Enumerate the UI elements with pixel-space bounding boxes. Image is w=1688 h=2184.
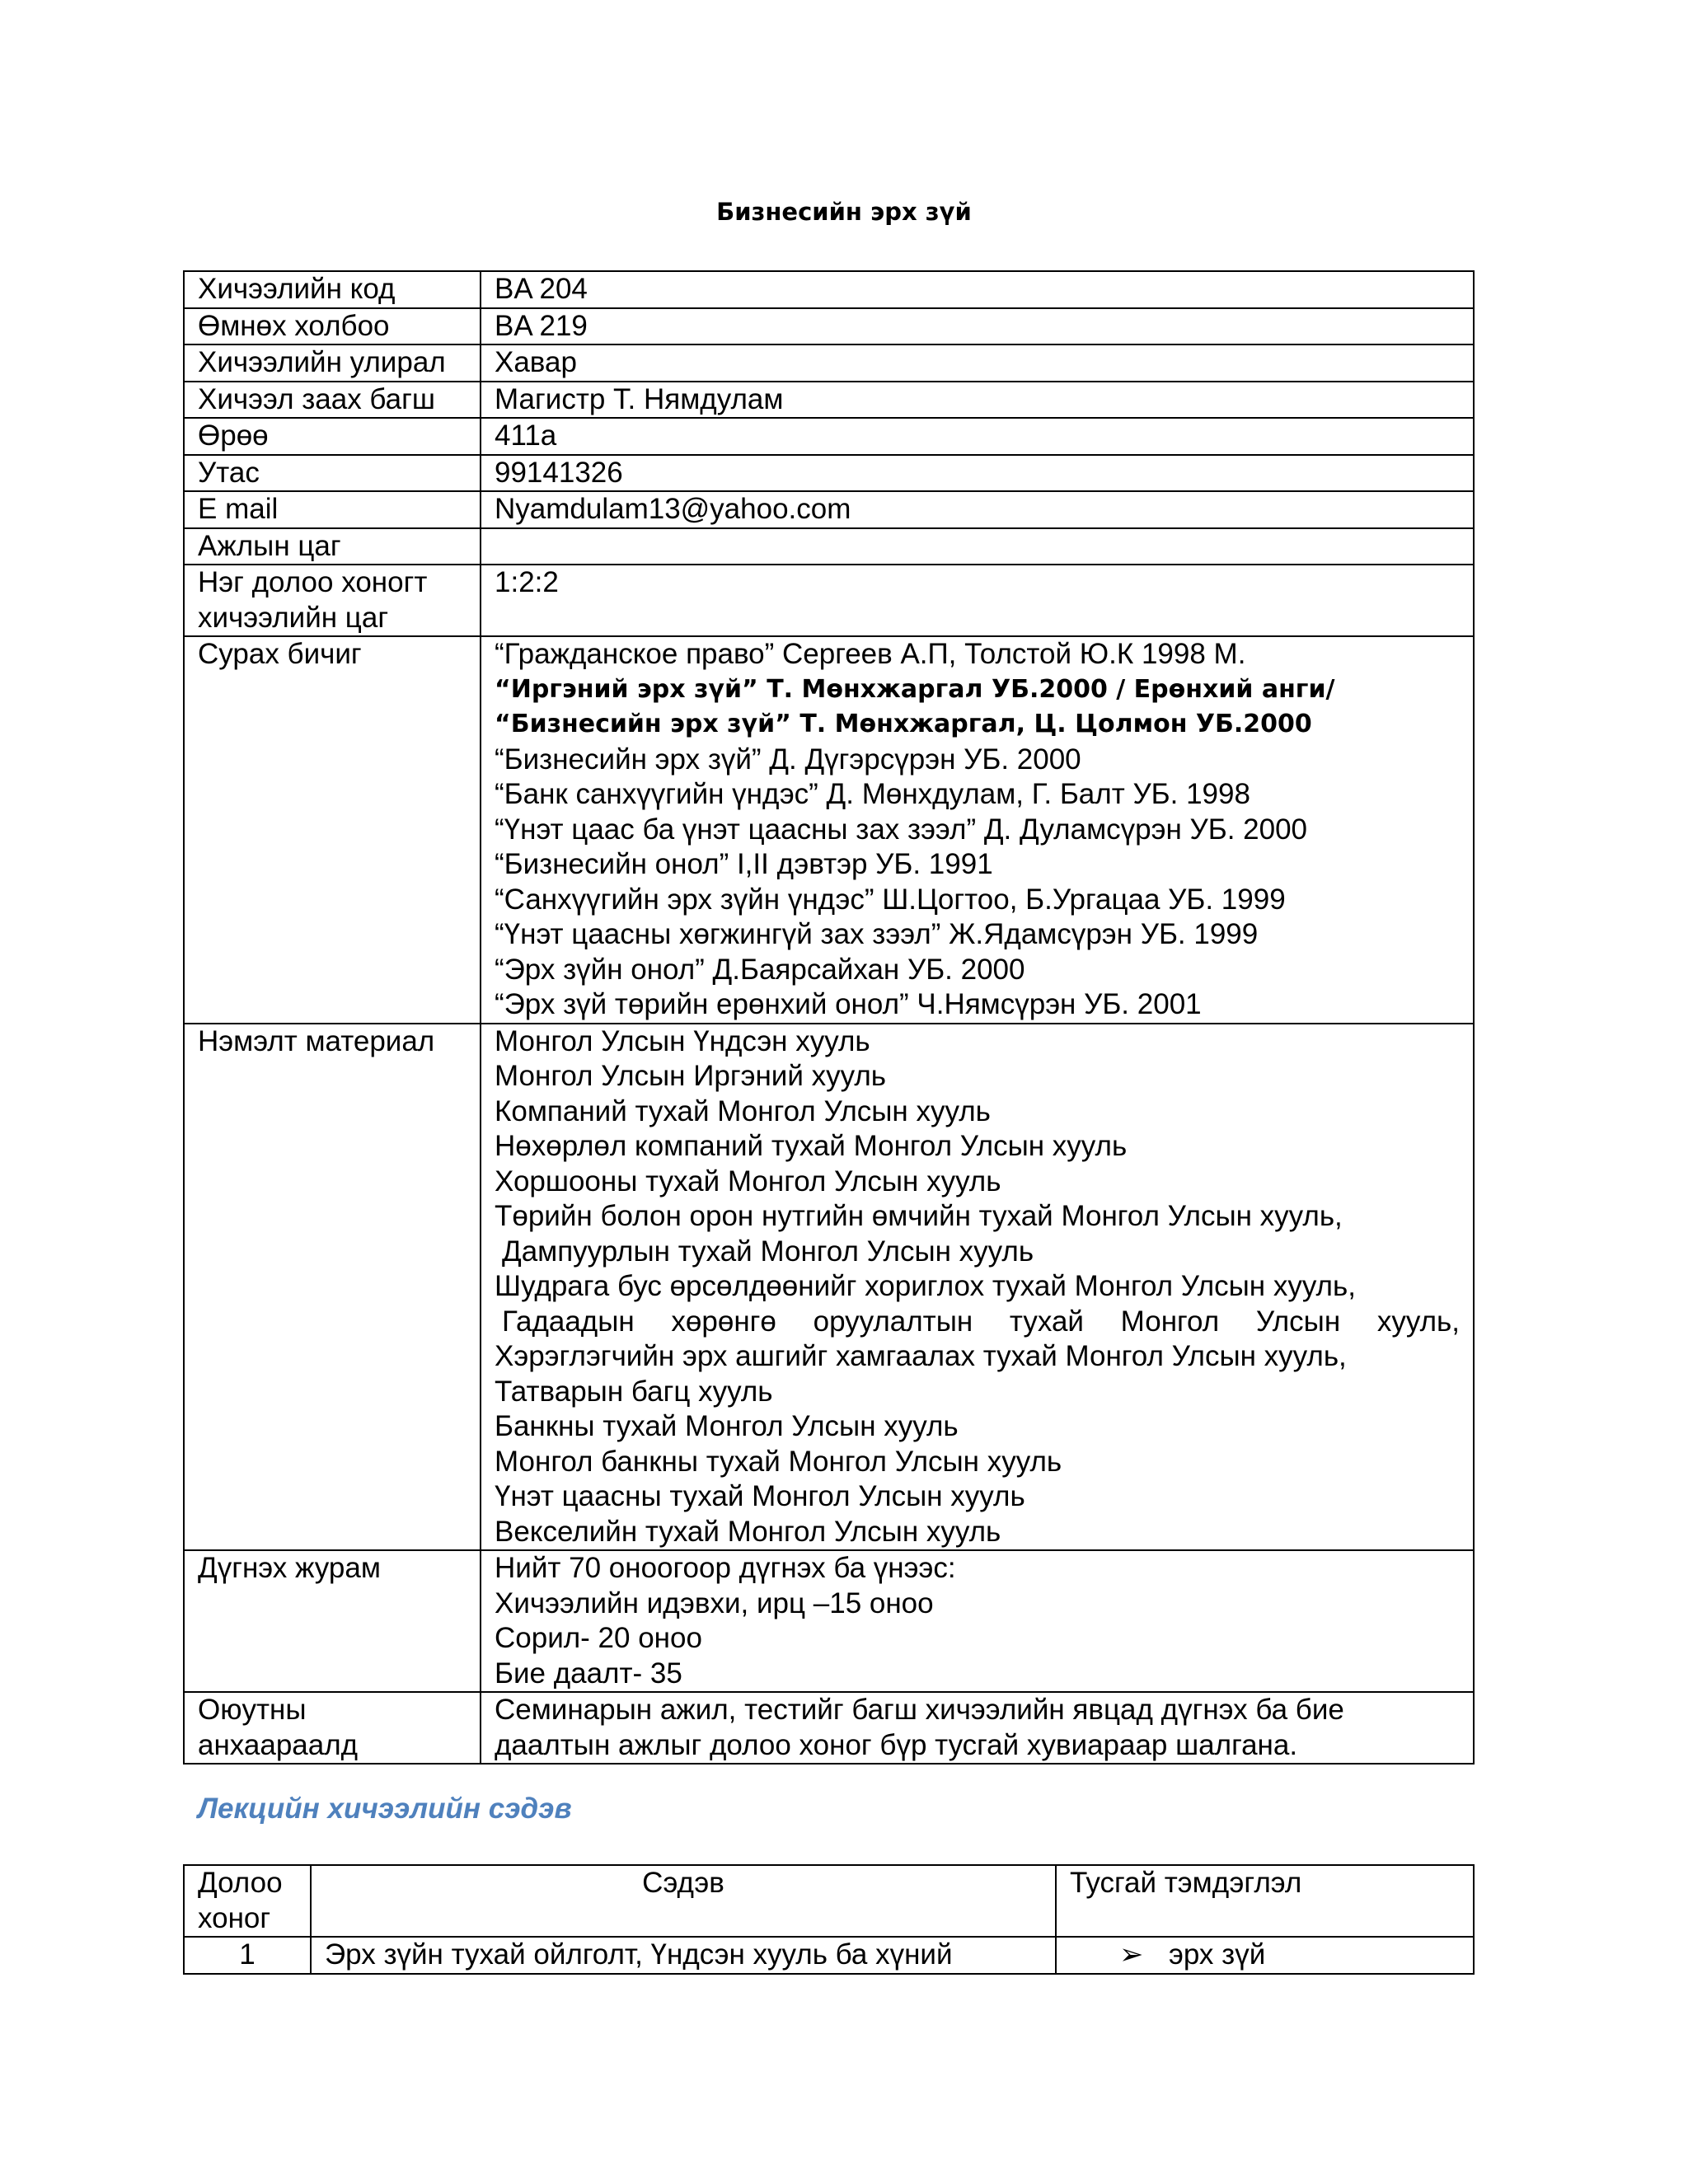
course-code-value: BA 204 <box>481 271 1474 308</box>
table-header-row <box>184 1865 1474 1937</box>
table-row <box>184 1937 1474 1974</box>
table-row <box>184 418 1474 455</box>
material-item: Шудрага бус өрсөлдөөнийг хориглох тухай Монгол Улсын хууль, <box>495 1270 1356 1302</box>
grading-item: Нийт 70 оноогоор дүгнэх ба үнээс: <box>495 1552 956 1584</box>
topic-header: Сэдэв <box>311 1865 1056 1937</box>
textbook-item: “Банк санхүүгийн үндэс” Д. Мөнхдулам, Г. Балт УБ. 1998 <box>495 778 1250 810</box>
attention-label <box>184 1692 481 1764</box>
material-item: Үнэт цаасны тухай Монгол Улсын хууль <box>495 1480 1025 1512</box>
material-item: Монгол Улсын Үндсэн хууль <box>495 1024 870 1057</box>
table-row <box>184 1692 1474 1764</box>
section-heading: Лекцийн хичээлийн сэдэв <box>198 1793 572 1825</box>
topic-cell: Эрх зүйн тухай ойлголт, Үндсэн хууль ба хүний <box>311 1937 1056 1974</box>
table-row <box>184 636 1474 1024</box>
textbook-item: “Гражданское право” Сергеев А.П, Толстой Ю.К 1998 М. <box>495 638 1246 670</box>
table-row <box>184 1024 1474 1551</box>
lecture-topics-table <box>183 1864 1475 1975</box>
weekly-hours-label-line: хичээлийн цаг <box>198 601 389 634</box>
material-item: Төрийн болон орон нутгийн өмчийн тухай Монгол Улсын хууль, <box>495 1200 1343 1232</box>
weekly-hours-label <box>184 565 481 636</box>
textbooks-label: Сурах бичиг <box>184 636 481 1024</box>
material-item: Гадаадын хөрөнгө оруулалтын тухай Монгол Улсын хууль, <box>502 1305 1460 1338</box>
materials-label: Нэмэлт материал <box>184 1024 481 1551</box>
grading-item: Сорил- 20 оноо <box>495 1622 702 1654</box>
textbook-item: “Үнэт цаасны хөгжингүй зах зээл” Ж.Ядамсүрэн УБ. 1999 <box>495 918 1259 950</box>
course-code-label: Хичээлийн код <box>184 271 481 308</box>
material-item: Монгол Улсын Иргэний хууль <box>495 1060 886 1092</box>
week-header-line: Долоо <box>198 1867 283 1899</box>
table-row <box>184 344 1474 382</box>
textbook-item: “Эрх зүй төрийн ерөнхий онол” Ч.Нямсүрэн УБ. 2001 <box>495 988 1202 1020</box>
table-row <box>184 1550 1474 1692</box>
table-row <box>184 382 1474 419</box>
textbook-item: “Бизнесийн эрх зүй” Т. Мөнхжаргал, Ц. Цолмон УБ.2000 <box>495 710 1312 738</box>
table-row <box>184 271 1474 308</box>
attention-text <box>481 1692 1474 1764</box>
notes-cell <box>1056 1937 1474 1974</box>
week-number: 1 <box>184 1937 311 1974</box>
note-text: эрх зүй <box>1169 1938 1266 1971</box>
arrow-bullet-icon: ➢ <box>1119 1938 1144 1971</box>
grading-item: Хичээлийн идэвхи, ирц –15 оноо <box>495 1586 934 1619</box>
grading-item: Бие даалт- 35 <box>495 1657 682 1690</box>
page-title: Бизнесийн эрх зүй <box>716 198 972 226</box>
material-item: Хоршооны тухай Монгол Улсын хууль <box>495 1165 1001 1197</box>
office-hours-label: Ажлын цаг <box>184 528 481 565</box>
material-item: Компаний тухай Монгол Улсын хууль <box>495 1094 991 1127</box>
material-item: Дампуурлын тухай Монгол Улсын хууль <box>502 1235 1034 1268</box>
materials-list <box>481 1024 1474 1551</box>
phone-label: Утас <box>184 455 481 492</box>
grading-list <box>481 1550 1474 1692</box>
material-item: Векселийн тухай Монгол Улсын хууль <box>495 1515 1001 1548</box>
prerequisite-label: Өмнөх холбоо <box>184 308 481 345</box>
textbooks-list <box>481 636 1474 1024</box>
instructor-label: Хичээл заах багш <box>184 382 481 419</box>
attention-line: даалтын ажлыг долоо хоног бүр тусгай хувиараар шалгана. <box>495 1728 1298 1761</box>
prerequisite-value: BA 219 <box>481 308 1474 345</box>
table-row <box>184 308 1474 345</box>
email-label: E mail <box>184 491 481 528</box>
room-label: Өрөө <box>184 418 481 455</box>
textbook-item: “Үнэт цаас ба үнэт цаасны зах зээл” Д. Дуламсүрэн УБ. 2000 <box>495 813 1308 846</box>
course-info-table <box>183 270 1475 1765</box>
material-item: Хэрэглэгчийн эрх ашгийг хамгаалах тухай Монгол Улсын хууль, <box>495 1340 1347 1372</box>
notes-header: Тусгай тэмдэглэл <box>1056 1865 1474 1937</box>
textbook-item: “Иргэний эрх зүй” Т. Мөнхжаргал УБ.2000 / Ерөнхий анги/ <box>495 674 1335 704</box>
semester-label: Хичээлийн улирал <box>184 344 481 382</box>
semester-value: Хавар <box>481 344 1474 382</box>
grading-label: Дүгнэх журам <box>184 1550 481 1692</box>
textbook-item: “Санхүүгийн эрх зүйн үндэс” Ш.Цогтоо, Б.Ургацаа УБ. 1999 <box>495 883 1286 916</box>
week-header <box>184 1865 311 1937</box>
weekly-hours-label-line: Нэг долоо хоногт <box>198 566 428 598</box>
attention-line: Семинарын ажил, тестийг багш хичээлийн явцад дүгнэх ба бие <box>495 1694 1344 1726</box>
phone-value: 99141326 <box>481 455 1474 492</box>
material-item: Монгол банкны тухай Монгол Улсын хууль <box>495 1445 1062 1478</box>
textbook-item: “Бизнесийн онол” I,II дэвтэр УБ. 1991 <box>495 848 993 880</box>
table-row <box>184 565 1474 636</box>
material-item: Татварын багц хууль <box>495 1375 773 1408</box>
table-row <box>184 455 1474 492</box>
table-row <box>184 528 1474 565</box>
weekly-hours-value: 1:2:2 <box>481 565 1474 636</box>
room-value: 411a <box>481 418 1474 455</box>
email-value[interactable]: Nyamdulam13@yahoo.com <box>481 491 1474 528</box>
textbook-item: “Бизнесийн эрх зүй” Д. Дүгэрсүрэн УБ. 2000 <box>495 743 1081 776</box>
material-item: Банкны тухай Монгол Улсын хууль <box>495 1410 959 1442</box>
attention-label-line: Оюутны <box>198 1694 307 1726</box>
instructor-value: Магистр Т. Нямдулам <box>481 382 1474 419</box>
textbook-item: “Эрх зүйн онол” Д.Баярсайхан УБ. 2000 <box>495 953 1025 986</box>
office-hours-value <box>481 528 1474 565</box>
table-row <box>184 491 1474 528</box>
material-item: Нөхөрлөл компаний тухай Монгол Улсын хууль <box>495 1130 1128 1162</box>
week-header-line: хоног <box>198 1901 271 1934</box>
attention-label-line: анхаараалд <box>198 1728 359 1761</box>
